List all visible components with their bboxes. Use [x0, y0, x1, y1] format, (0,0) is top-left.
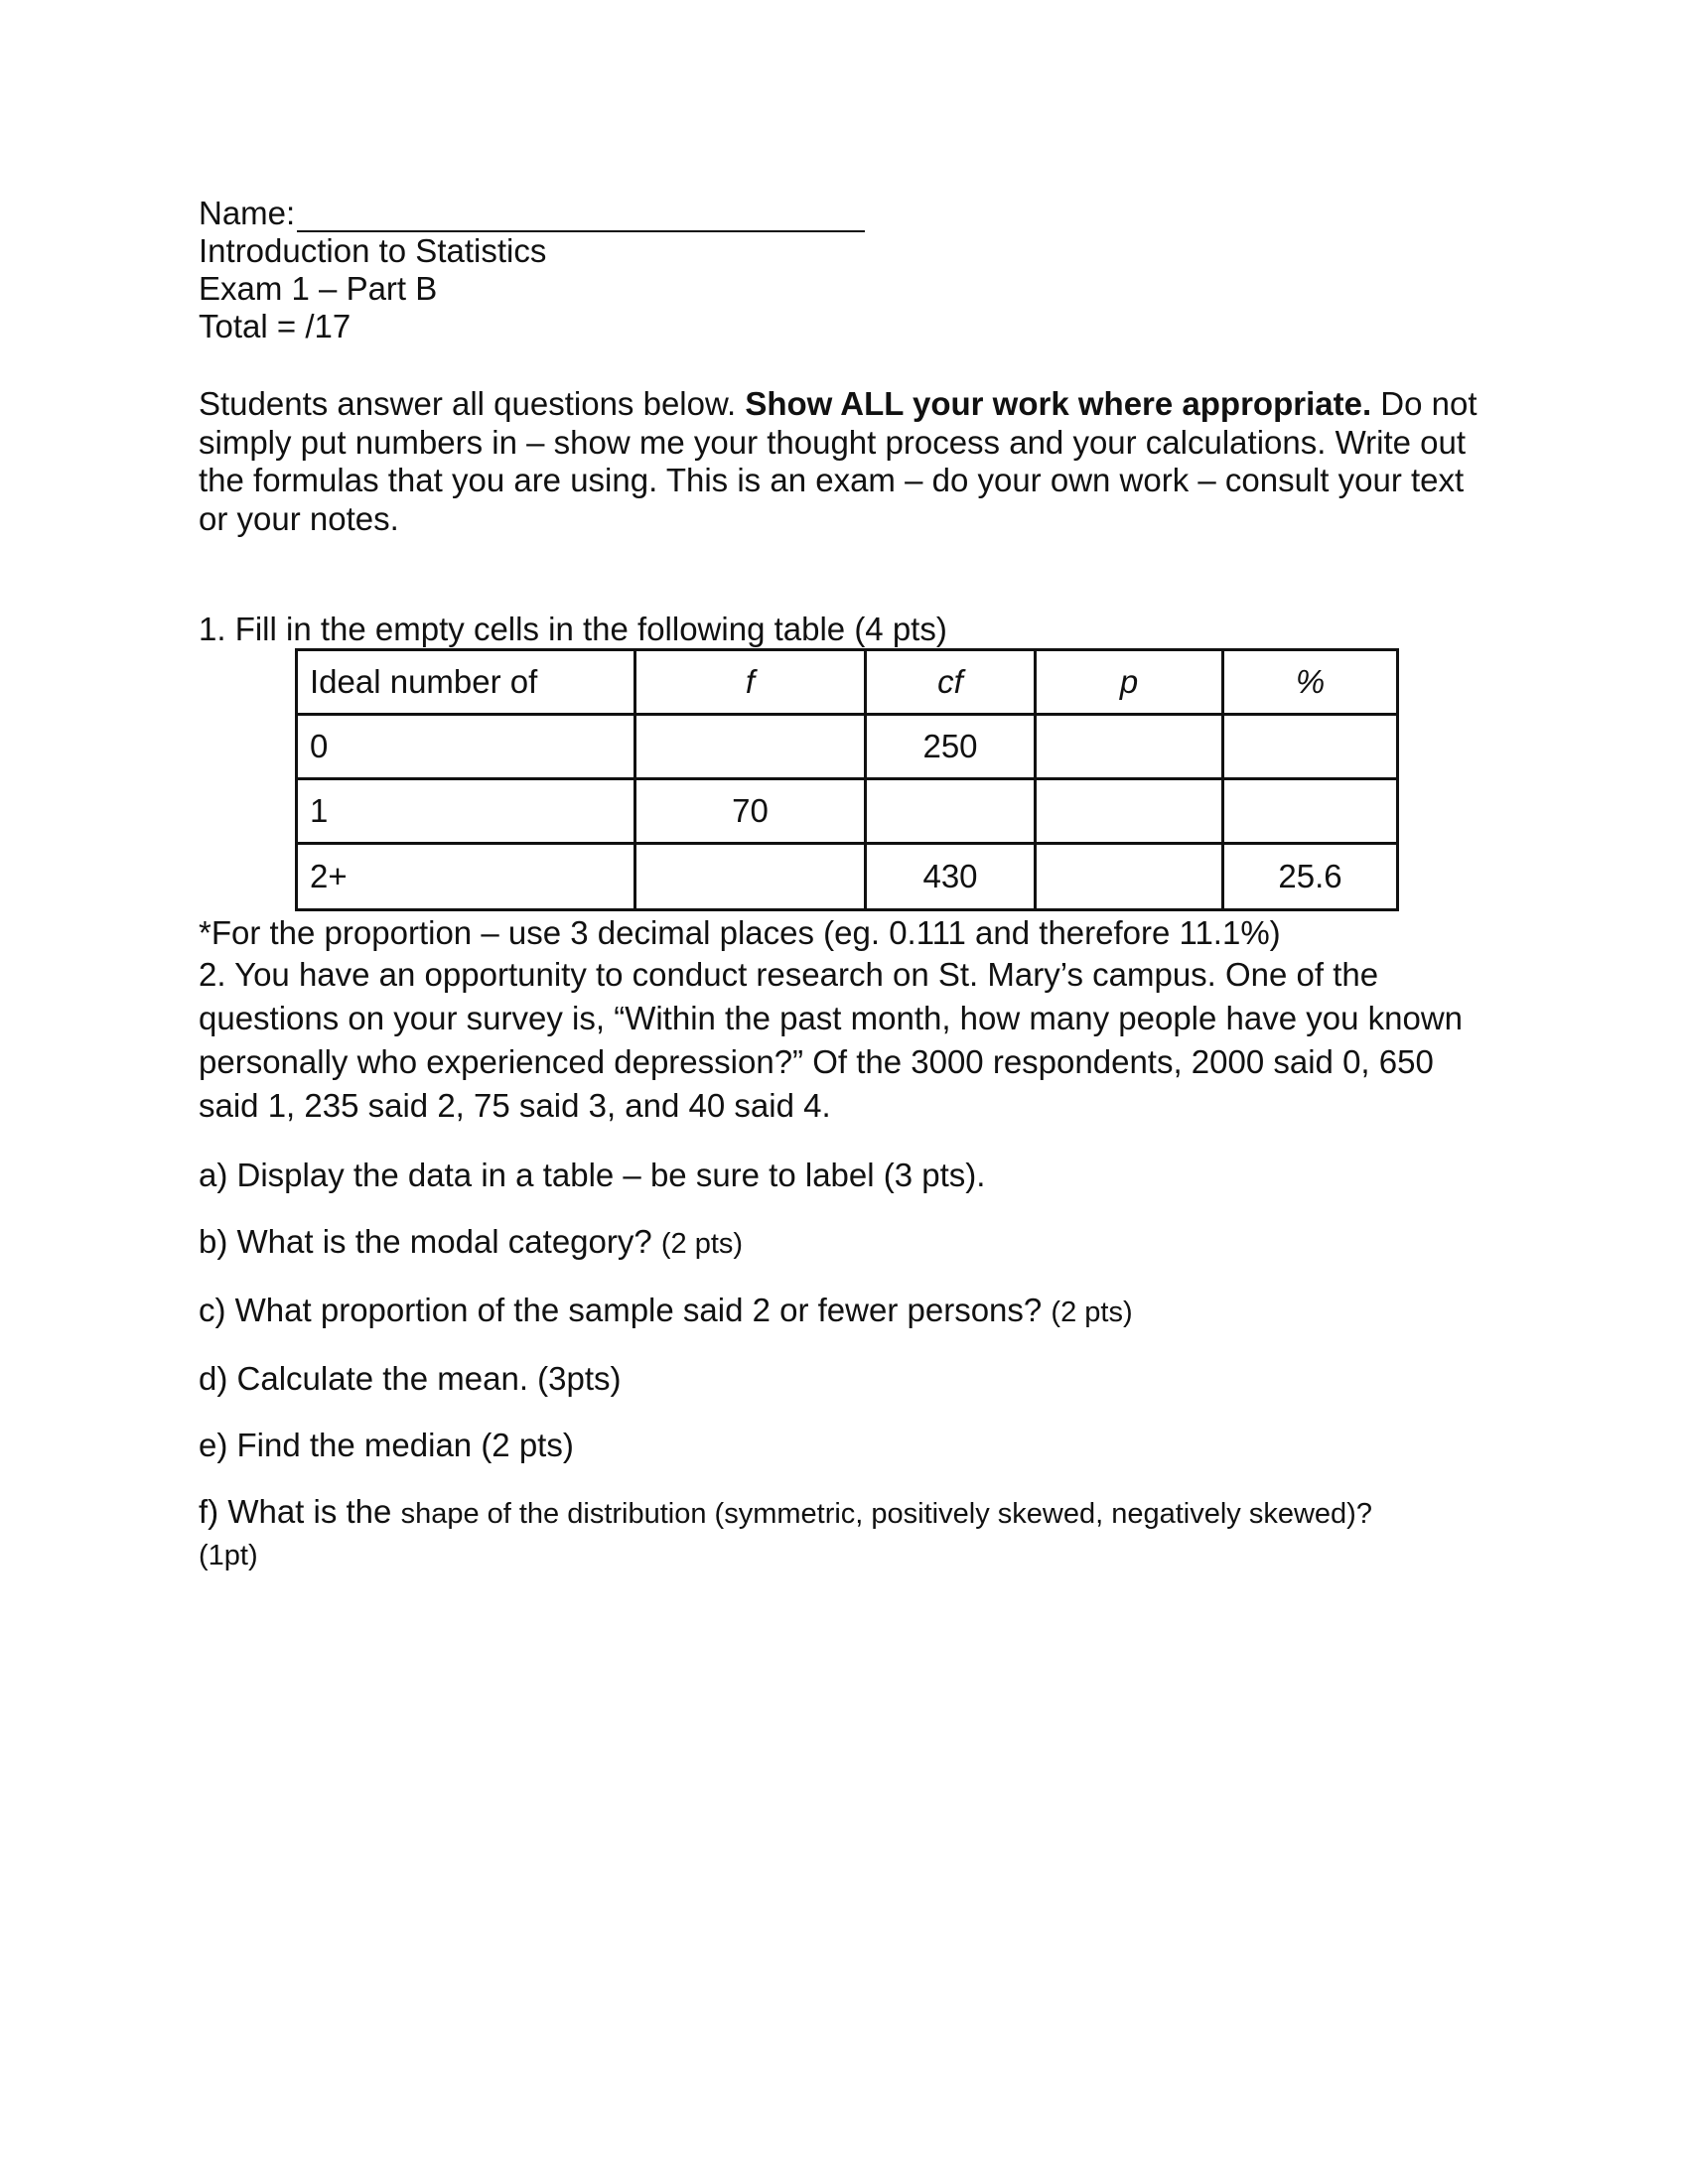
table-header-cell: f	[635, 650, 866, 715]
question-2f	[199, 1492, 1489, 1575]
proportion-note: *For the proportion – use 3 decimal places (eg. 0.111 and therefore 11.1%)	[199, 914, 1281, 951]
table-cell: 0	[297, 715, 635, 779]
table-cell-blank[interactable]	[1223, 779, 1398, 844]
table-cell-blank[interactable]	[635, 715, 866, 779]
instructions-lead: Students answer all questions below.	[199, 385, 746, 422]
table-row	[297, 844, 1398, 910]
table-row	[297, 779, 1398, 844]
question-2c-text: c) What proportion of the sample said 2 or fewer persons?	[199, 1292, 1052, 1328]
table-header-cell: %	[1223, 650, 1398, 715]
table-row	[297, 715, 1398, 779]
instructions-rest: Do not simply put numbers in – show me your thought process and your calculations. Write out the formulas that you are using. This is an exam – do your own work – consult your text or your notes.	[199, 385, 1477, 537]
question-2e: e) Find the median (2 pts)	[199, 1427, 574, 1463]
table-cell: 2+	[297, 844, 635, 910]
table-cell: 250	[866, 715, 1036, 779]
question-2b	[199, 1222, 1489, 1264]
course-title: Introduction to Statistics	[199, 232, 547, 269]
table-cell-blank[interactable]	[866, 779, 1036, 844]
table-cell-blank[interactable]	[1036, 715, 1223, 779]
question-2f-points: (1pt)	[199, 1540, 258, 1571]
question-1-prompt: 1. Fill in the empty cells in the following table (4 pts)	[199, 611, 947, 647]
table-cell: 430	[866, 844, 1036, 910]
name-blank[interactable]	[297, 201, 865, 232]
total-score: Total = /17	[199, 308, 352, 344]
table-cell-blank[interactable]	[1036, 779, 1223, 844]
instructions	[199, 385, 1489, 538]
table-cell-blank[interactable]	[1036, 844, 1223, 910]
question-2c	[199, 1291, 1489, 1332]
question-2-prompt: 2. You have an opportunity to conduct research on St. Mary’s campus. One of the questions on your survey is, “Within the past month, how many people have you known personally who experienced depression?” Of the 3000 respondents, 2000 said 0, 650 said 1, 235 said 2, 75 said 3, and 40 said 4.	[199, 956, 1464, 1124]
instructions-bold: Show ALL your work where appropriate.	[745, 385, 1372, 422]
table-cell-blank[interactable]	[1223, 715, 1398, 779]
table-header-cell: cf	[866, 650, 1036, 715]
table-cell: 25.6	[1223, 844, 1398, 910]
exam-page	[199, 195, 1489, 1575]
question-2c-points: (2 pts)	[1051, 1297, 1133, 1328]
table-header-cell: Ideal number of	[297, 650, 635, 715]
question-2b-text: b) What is the modal category?	[199, 1223, 661, 1260]
table-cell: 70	[635, 779, 866, 844]
question-2d: d) Calculate the mean. (3pts)	[199, 1360, 622, 1397]
question-2a: a) Display the data in a table – be sure to label (3 pts).	[199, 1157, 986, 1193]
table-header-row	[297, 650, 1398, 715]
exam-title: Exam 1 – Part B	[199, 270, 438, 307]
frequency-table	[295, 648, 1399, 911]
table-cell-blank[interactable]	[635, 844, 866, 910]
table-header-cell: p	[1036, 650, 1223, 715]
question-2b-points: (2 pts)	[660, 1228, 744, 1260]
question-2f-text: f) What is the	[199, 1493, 401, 1530]
name-line	[199, 195, 1489, 232]
question-2f-shape: shape of the distribution (symmetric, positively skewed, negatively skewed)?	[400, 1498, 1372, 1530]
name-label: Name:	[199, 195, 296, 231]
table-cell: 1	[297, 779, 635, 844]
